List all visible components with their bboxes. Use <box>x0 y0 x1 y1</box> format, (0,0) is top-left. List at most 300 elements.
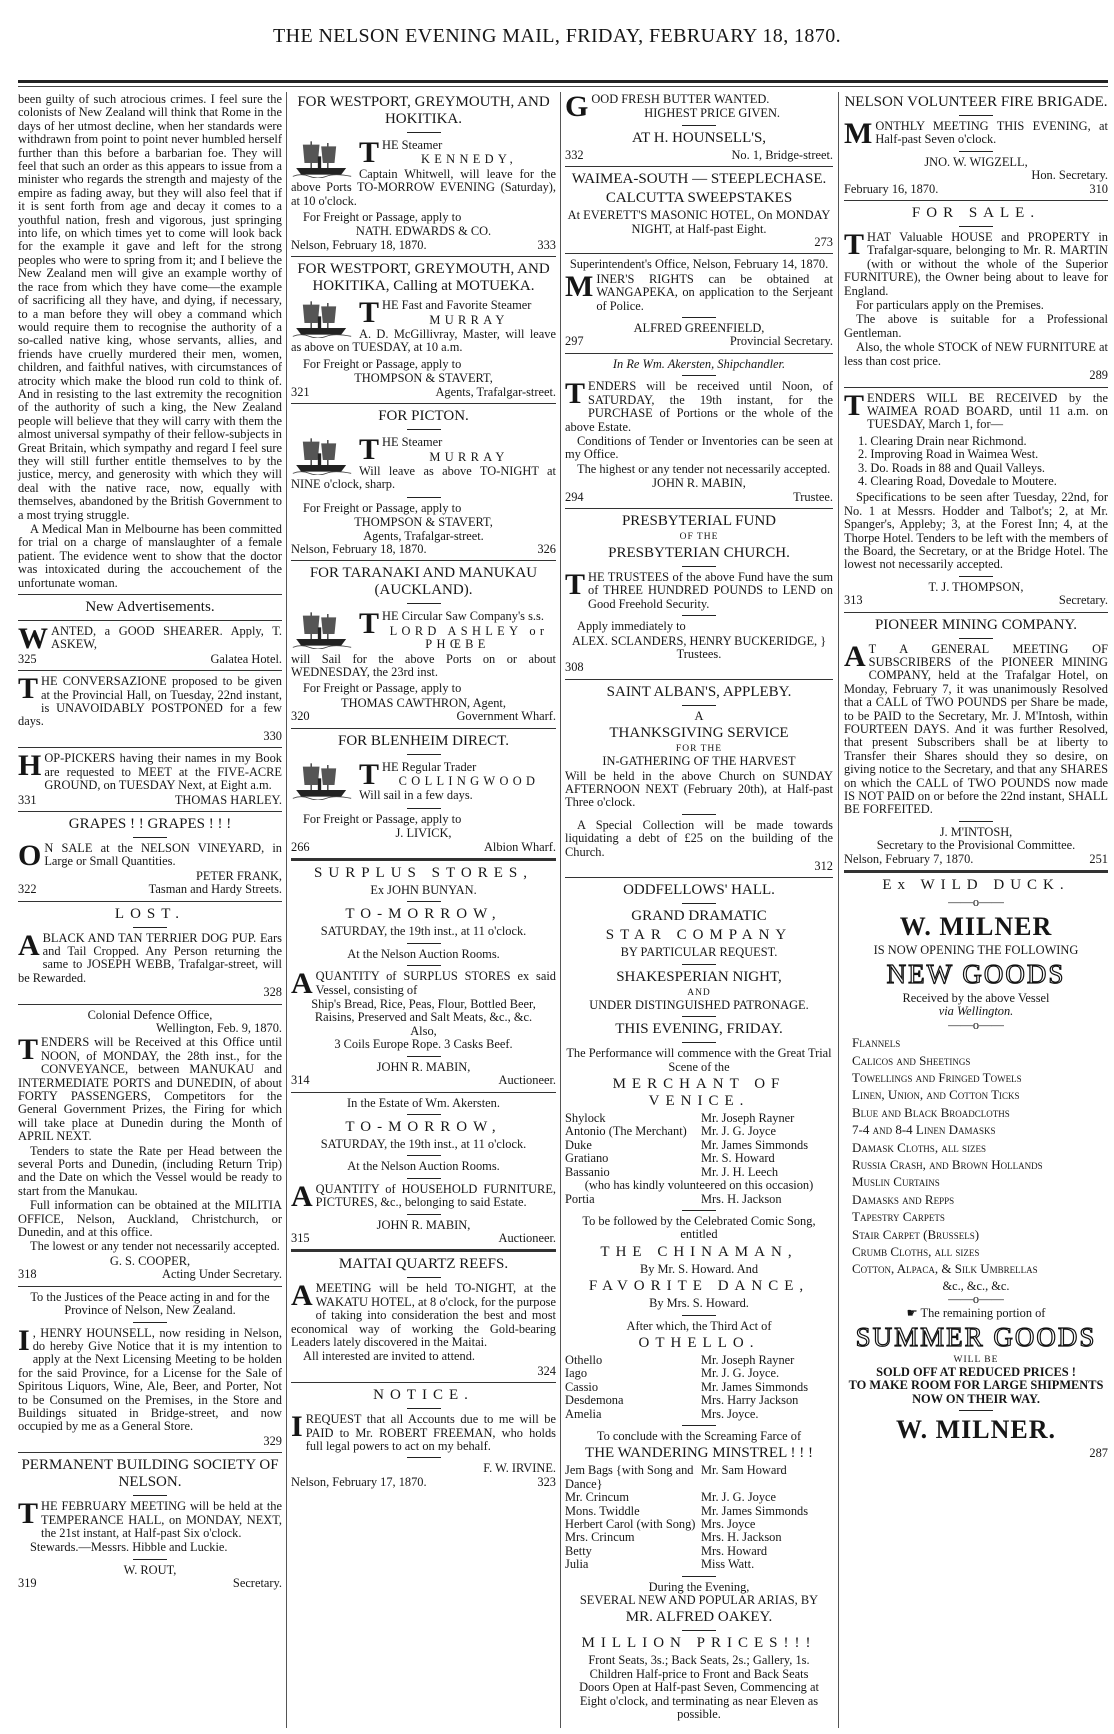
heading: FOR PICTON. <box>378 408 469 425</box>
centered-line: THOMPSON & STAVERT, <box>354 371 493 386</box>
centered-line: At the Nelson Auction Rooms. <box>347 1159 500 1174</box>
paragraph <box>291 1279 556 1349</box>
signature: 328 <box>263 985 282 1000</box>
paragraph-text: ENDERS WILL BE RECEIVED by the WAIMEA ROAD BOARD, until 11 a.m. on TUESDAY, March 1, for— <box>867 390 1108 432</box>
short-rule <box>682 903 716 904</box>
signature: Auctioneer. <box>498 1230 556 1245</box>
centered-line: J. M'INTOSH, <box>939 824 1013 839</box>
centered-line: JOHN R. MABIN, <box>376 1217 471 1232</box>
signature: Provincial Secretary. <box>729 334 833 349</box>
heading: SAINT ALBAN'S, APPLEBY. <box>606 683 792 700</box>
centered-line: NATH. EDWARDS & CO. <box>355 224 492 239</box>
paragraph-text: been guilty of such atrocious crimes. I feel sure the colonists of New Zealand will think that Rome in the days of her utmost decline, when her standards were withdrawn from point to point never humbled herself further than this before a barbarian foe. They will feel that such an order as this appears to issue from a minister who regards the strength and majesty of the empire as fading away, but they will also feel that if it is sent forth from age and decay it comes to a youthful nation, fresh and vigorous, just springing into life, on which times yet to come will look back for the example it gave and left for the strong peoples who were to spring from it; and I believe the New Zealand men will give an example worthy of the race from which they have come—the example of sacrificing all they have, and dying, if necessary, to a man before they will obey a command which would require them to recognise the authority of a so-called native king, whose servants, allies, and friends have cruelly murdered their men, women, children, and faithful natives, with circumstances of atrocity which make the blood run cold to think of. And in resisting to the last extremity the recognition of the authority of such a king, the New Zealand people will believe that they will carry with them the almost universal sympathy of their fellow-subjects in Great Britain, which sympathy and regard I feel sure they will still further entitle themselves to by the justice, mercy, and generosity with which they will deal with the native race, now, equally with themselves, abandoned by the British Government to a most trying struggle. <box>18 92 282 522</box>
paragraph <box>291 358 556 371</box>
shipping-ad <box>291 297 556 356</box>
paragraph-text: MEETING will be held TO-NIGHT, at the WAKATU HOTEL, at 8 o'clock, for the purpose of taking into consideration the best and most economical way of working the Gold-bearing Leaders lately discovered in the Maitai. <box>291 1281 556 1349</box>
paragraph <box>844 228 1108 298</box>
column-2 <box>291 92 556 1489</box>
actor: Mr. James Simmonds <box>701 1137 809 1152</box>
short-rule <box>133 927 167 928</box>
list-item: 4. Clearing Road, Dovedale to Moutere. <box>858 473 1057 488</box>
paragraph-text: HE TRUSTEES of the above Fund have the sum of THREE HUNDRED POUNDS to LEND on Good Freehold Security. <box>588 569 833 611</box>
signature: Tasman and Hardy Streets. <box>148 882 282 897</box>
section-divider <box>844 870 1108 873</box>
list-item: 7-4 and 8-4 Linen Damasks <box>852 1122 996 1138</box>
paragraph <box>844 491 1108 571</box>
paragraph <box>844 388 1108 432</box>
drop-cap: T <box>359 297 380 330</box>
paragraph <box>18 928 282 986</box>
paragraph-text: A Medical Man in Melbourne has been committed for trial on a charge of manslaughter of a female patient. The evidence went to show that the doctor was intoxicated during the accouchement of the unfortunate woman. <box>18 522 282 590</box>
signature: Wellington, Feb. 9, 1870. <box>156 1020 282 1035</box>
ad-number: 332 <box>565 147 584 162</box>
centered-line: In the Estate of Wm. Akersten. <box>347 1095 500 1110</box>
paragraph-text: Also, the whole STOCK of NEW FURNITURE at less than cost price. <box>844 340 1108 368</box>
signature-line <box>18 1435 282 1448</box>
paragraph <box>565 435 833 462</box>
ad-number: 315 <box>291 1230 310 1245</box>
paragraph-text: ONTHLY MEETING THIS EVENING, at Half-past Seven o'clock. <box>875 119 1108 147</box>
centered-line: ——o—— <box>948 895 1004 910</box>
cast-row <box>565 1166 833 1179</box>
centered-line: A <box>694 708 704 723</box>
display-heading: W. MILNER. <box>895 1415 1056 1445</box>
centered-line: To be followed by the Celebrated Comic Song, entitled <box>582 1213 816 1242</box>
signature: 330 <box>263 728 282 743</box>
role: Gratiano <box>565 1151 609 1166</box>
centered-line: J. LIVICK, <box>395 826 452 841</box>
ad-number: Nelson, February 18, 1870. <box>291 237 427 252</box>
drop-cap: T <box>844 228 865 262</box>
paragraph <box>18 523 282 590</box>
paragraph-text: The above is suitable for a Professional Gentleman. <box>844 312 1108 340</box>
signature-line <box>844 1447 1108 1460</box>
heading: MAITAI QUARTZ REEFS. <box>338 1256 509 1273</box>
small-caps-line: AND <box>687 987 711 998</box>
list-item: 3. Do. Roads in 88 and Quail Valleys. <box>858 460 1045 475</box>
heading: MR. ALFRED OAKEY. <box>625 1609 773 1626</box>
paragraph <box>844 639 1108 817</box>
heading: GRAPES ! ! GRAPES ! ! ! <box>68 815 232 832</box>
paragraph <box>844 299 1108 312</box>
centered-line: Children Half-price to Front and Back Seats <box>589 1666 809 1681</box>
actor: Mr. J. G. Joyce <box>701 1490 777 1505</box>
section-divider <box>844 612 1108 613</box>
paragraph <box>291 1179 556 1213</box>
shipping-ad <box>291 608 556 680</box>
paragraph-text: HAT Valuable HOUSE and PROPERTY in Trafalgar-square, belonging to Mr. R. MARTIN (with or without the whole of the Superior FURNITURE), the Owner being about to leave for England. <box>844 230 1108 298</box>
paragraph <box>844 341 1108 368</box>
short-rule <box>682 615 716 616</box>
role: Mrs. Crincum <box>565 1530 635 1545</box>
heading: FOR BLENHEIM DIRECT. <box>338 732 509 749</box>
drop-cap: T <box>18 672 39 706</box>
section-divider <box>18 594 282 595</box>
steamship-icon <box>291 298 353 338</box>
role: Mr. Crincum <box>565 1490 630 1505</box>
heading: CALCUTTA SWEEPSTAKES <box>605 190 793 207</box>
short-rule <box>133 1322 167 1323</box>
centered-line: At the Nelson Auction Rooms. <box>347 946 500 961</box>
ad-number: 320 <box>291 709 310 724</box>
section-divider <box>18 1452 282 1453</box>
signature-line <box>565 491 833 504</box>
shipping-ad <box>291 759 556 804</box>
centered-line: IS NOW OPENING THE FOLLOWING <box>873 942 1079 957</box>
short-rule <box>682 1016 716 1017</box>
centered-line: SATURDAY, the 19th inst., at 11 o'clock. <box>320 924 527 939</box>
paragraph <box>565 620 833 633</box>
centered-line: SATURDAY, the 19th inst., at 11 o'clock. <box>320 1136 527 1151</box>
centered-line: T. J. THOMPSON, <box>928 579 1024 594</box>
paragraph-text: INER'S RIGHTS can be obtained at WANGAPEKA, on application to the Serjeant of Police. <box>596 271 833 313</box>
paragraph-text: For particulars apply on the Premises. <box>856 298 1044 313</box>
centered-line: IN-GATHERING OF THE HARVEST <box>602 754 796 769</box>
cast-list <box>565 1193 833 1206</box>
signature: Hon. Secretary. <box>1031 168 1108 183</box>
masthead-rule <box>18 80 1108 83</box>
drop-cap: A <box>291 967 313 1001</box>
centered-line: &c., &c., &c. <box>942 1278 1010 1293</box>
ship-details: Will sail in a few days. <box>359 788 473 803</box>
centered-line: ALEX. SCLANDERS, HENRY BUCKERIDGE, } Trustees. <box>571 633 827 661</box>
ad-number: 319 <box>18 1576 37 1591</box>
shipping-ad <box>291 434 556 493</box>
centered-line: To the Justices of the Peace acting in and for the Province of Nelson, New Zealand. <box>30 1289 270 1318</box>
short-rule <box>682 1630 716 1631</box>
heading: STAR COMPANY <box>605 927 793 944</box>
heading: PERMANENT BUILDING SOCIETY OF NELSON. <box>21 1457 279 1491</box>
signature: F. W. IRVINE. <box>483 1461 556 1476</box>
section-divider <box>291 1382 556 1383</box>
cast-row <box>565 1394 833 1407</box>
paragraph-text: N SALE at the NELSON VINEYARD, in Large or Small Quantities. <box>44 840 282 869</box>
section-divider <box>565 877 833 878</box>
signature-line <box>565 236 833 249</box>
heading: LOST. <box>114 905 186 922</box>
section-divider <box>291 728 556 729</box>
paragraph-text: For Freight or Passage, apply to <box>303 681 462 696</box>
paragraph <box>18 838 282 872</box>
ship-details: will Sail for the above Ports on or about WEDNESDAY, the 23rd inst. <box>291 651 556 679</box>
heading: SHAKESPERIAN NIGHT, <box>616 968 782 985</box>
cast-row <box>565 1152 833 1165</box>
drop-cap: M <box>844 117 873 150</box>
paragraph-text: For Freight or Passage, apply to <box>303 811 462 826</box>
paragraph <box>291 211 556 224</box>
section-divider <box>18 811 282 812</box>
paragraph-text: REQUEST that all Accounts due to me will be PAID to Mr. ROBERT FREEMAN, who holds full legal powers to act on my behalf. <box>305 1412 556 1453</box>
signature-line <box>844 169 1108 182</box>
paragraph-text: OP-PICKERS having their names in my Book are requested to MEET at the FIVE-ACRE GROUND, on TUESDAY Next, at Eight a.m. <box>44 751 282 793</box>
centered-line: Ex JOHN BUNYAN. <box>370 883 477 898</box>
short-rule <box>959 115 993 116</box>
signature-line <box>291 1074 556 1087</box>
cast-list <box>565 1464 833 1571</box>
short-rule <box>133 1559 167 1560</box>
section-divider <box>291 1092 556 1093</box>
small-caps-line: FOR THE <box>675 744 723 755</box>
centered-line: SOLD OFF AT REDUCED PRICES ! <box>876 1365 1076 1380</box>
paragraph <box>18 1497 282 1540</box>
signature-line <box>565 860 833 873</box>
drop-cap: H <box>18 749 42 783</box>
paragraph-text: ENDERS will be received until Noon, of SATURDAY, the 19th instant, for the PURCHASE of Portions or the whole of the above Estate. <box>565 379 833 434</box>
heading: WAIMEA-SOUTH — STEEPLECHASE. <box>571 171 827 188</box>
paragraph-text: All interested are invited to attend. <box>303 1349 476 1364</box>
ad-number: 321 <box>291 384 310 399</box>
paragraph <box>565 567 833 611</box>
cast-row <box>565 1139 833 1152</box>
paragraph <box>18 749 282 793</box>
heading: AT H. HOUNSELL'S, <box>631 129 767 146</box>
paragraph-text: T A GENERAL MEETING OF SUBSCRIBERS of the PIONEER MINING COMPANY, held at the Trafalgar Hotel, on Monday, February 7, it was unanimously Resolved that a CALL of TWO POUNDS per Share be made, to be PAID to the Secretary, Mr. J. M'Intosh, within FOURTEEN DAYS. And it was further Resolved, that present Subscribers shall be at liberty to Transfer their Shares should they so desire, on giving notice to the Secretary, and that any SHARES on which the CALL of TWO POUNDS now made IS NOT PAID on or before the 22nd instant, SHALL BE FORFEITED. <box>844 641 1108 817</box>
short-rule <box>682 964 716 965</box>
ad-number: Nelson, February 18, 1870. <box>291 541 427 556</box>
centered-line: ——o—— <box>948 1017 1004 1032</box>
centered-line: The Performance will commence with the Great Trial Scene of the <box>566 1046 832 1074</box>
centered-line: Agents, Trafalgar-street. <box>363 528 484 543</box>
cast-row <box>565 1354 833 1367</box>
list-item: Blue and Black Broadcloths <box>852 1104 1010 1120</box>
section-divider <box>18 620 282 621</box>
short-rule <box>682 375 716 376</box>
cast-row <box>565 1505 833 1518</box>
drop-cap: T <box>18 1033 39 1067</box>
short-rule <box>682 1210 716 1211</box>
list-item: Muslin Curtains <box>852 1174 940 1190</box>
ad-number: 331 <box>18 792 37 807</box>
ship-name: MURRAY <box>429 449 509 464</box>
cast-row <box>565 1125 833 1138</box>
masthead-rule-thin <box>18 86 1108 87</box>
short-rule <box>959 226 993 227</box>
ad-number: Nelson, February 7, 1870. <box>844 851 974 866</box>
actor: Mr. J. G. Joyce <box>701 1124 777 1139</box>
actor: Mrs. Joyce. <box>701 1406 759 1421</box>
drop-cap: O <box>18 838 42 872</box>
cast-row <box>565 1193 833 1206</box>
centered-line: JOHN R. MABIN, <box>652 476 746 491</box>
role: Amelia <box>565 1406 602 1421</box>
heading: NELSON VOLUNTEER FIRE BRIGADE. <box>844 94 1108 110</box>
signature-line <box>844 853 1108 866</box>
paragraph <box>565 463 833 476</box>
actor: Mrs. Harry Jackson <box>701 1393 799 1408</box>
signature-line <box>291 1476 556 1489</box>
signature-line <box>18 1022 282 1035</box>
actor: Mr. Sam Howard <box>701 1463 787 1478</box>
heading: FOR WESTPORT, GREYMOUTH, AND HOKITIKA. <box>297 94 550 127</box>
ad-number: 322 <box>18 882 37 897</box>
heading: TO-MORROW, <box>345 1118 502 1135</box>
ship-intro-text: HE Steamer <box>382 138 443 152</box>
centered-line: Secretary to the Provisional Committee. <box>876 838 1076 853</box>
heading: PRESBYTERIAL FUND <box>621 512 777 529</box>
section-divider <box>565 166 833 167</box>
list-item: Stair Carpet (Brussels) <box>852 1226 980 1242</box>
drop-cap: A <box>18 928 40 962</box>
ad-number: 325 <box>18 651 37 666</box>
section-divider <box>18 1004 282 1005</box>
section-divider <box>844 387 1108 388</box>
short-rule <box>682 317 716 318</box>
role: Shylock <box>565 1111 606 1126</box>
paragraph-text: BLACK AND TAN TERRIER DOG PUP. Ears and Tail Cropped. Any Person returning the same to JOSEPH WEBB, Trafalgar-street, will be Rewarded. <box>18 930 282 985</box>
centered-line: JNO. W. WIGZELL, <box>924 154 1028 169</box>
paragraph-text: ANTED, a GOOD SHEARER. Apply, T. ASKEW, <box>51 624 282 652</box>
paragraph <box>291 682 556 695</box>
signature: 287 <box>1089 1446 1108 1461</box>
centered-line: To conclude with the Screaming Farce of <box>596 1428 802 1443</box>
centered-line: W. ROUT, <box>123 1562 177 1577</box>
paragraph-text: The highest or any tender not necessarily accepted. <box>577 461 831 476</box>
list-item: Russia Crash, and Brown Hollands <box>852 1156 1043 1172</box>
centered-line: JOHN R. MABIN, <box>376 1059 471 1074</box>
signature-line <box>565 149 833 162</box>
signature-line <box>291 1232 556 1245</box>
centered-line: Ship's Bread, Rice, Peas, Flour, Bottled Beer, Raisins, Preserved and Salt Meats, &c., &c. <box>311 997 536 1025</box>
heading: New Advertisements. <box>85 599 215 616</box>
cast-row <box>565 1367 833 1380</box>
cast-row <box>565 1518 833 1531</box>
heading: THE CHINAMAN, <box>600 1243 798 1260</box>
list-item: Cotton, Alpaca, & Silk Umbrellas <box>852 1261 1038 1277</box>
paragraph-text: For Freight or Passage, apply to <box>303 356 462 371</box>
short-rule <box>959 821 993 822</box>
section-divider <box>291 1249 556 1252</box>
section-divider <box>565 679 833 680</box>
short-rule <box>682 566 716 567</box>
signature-line <box>844 594 1108 607</box>
paragraph <box>18 1541 282 1554</box>
centered-line: SEVERAL NEW AND POPULAR ARIAS, BY <box>579 1593 819 1608</box>
signature-line <box>565 335 833 348</box>
drop-cap: T <box>359 758 380 791</box>
centered-line: Doors Open at Half-past Seven, Commencing at Eight o'clock, and terminating as near Eleven as possible. <box>579 1680 819 1722</box>
centered-line: Also, <box>410 1023 437 1038</box>
steamship-icon <box>291 138 353 178</box>
cast-row <box>565 1381 833 1394</box>
signature: No. 1, Bridge-street. <box>731 147 833 162</box>
list-item: Tapestry Carpets <box>852 1209 945 1225</box>
column-3 <box>565 92 833 1721</box>
ad-number: 266 <box>291 839 310 854</box>
paragraph <box>18 672 282 729</box>
masthead: THE NELSON EVENING MAIL, FRIDAY, FEBRUARY 18, 1870. <box>272 25 842 47</box>
actor: Mr. Joseph Rayner <box>701 1111 795 1126</box>
section-divider <box>291 560 556 561</box>
ship-intro-text: HE Regular Trader <box>382 759 477 774</box>
section-divider <box>18 1286 282 1287</box>
section-divider <box>291 256 556 257</box>
signature: 273 <box>814 235 833 250</box>
actor: Miss Watt. <box>701 1557 755 1572</box>
signature: 310 <box>1089 181 1108 196</box>
signature: 329 <box>263 1433 282 1448</box>
steamship-icon <box>291 609 353 649</box>
centered-line: By Mrs. S. Howard. <box>649 1296 749 1311</box>
paragraph-text: Stewards.—Messrs. Hibble and Luckie. <box>30 1540 228 1555</box>
ad-number: 297 <box>565 334 584 349</box>
heading: Ex WILD DUCK. <box>882 877 1070 894</box>
section-divider <box>844 200 1108 201</box>
ad-number: 308 <box>565 660 584 675</box>
drop-cap: T <box>844 388 865 422</box>
section-divider <box>291 858 556 861</box>
paragraph <box>291 1350 556 1363</box>
ad-number: Nelson, February 17, 1870. <box>291 1474 427 1489</box>
signature-line <box>18 730 282 743</box>
signature: Secretary. <box>1058 593 1108 608</box>
paragraph <box>18 622 282 656</box>
centered-line: Superintendent's Office, Nelson, February 14, 1870. <box>569 257 829 272</box>
ship-intro-text: HE Circular Saw Company's s.s. <box>382 609 544 624</box>
centered-line: During the Evening, <box>648 1579 750 1594</box>
section-divider <box>18 747 282 748</box>
centered-line: 3 Coils Europe Rope. 3 Casks Beef. <box>334 1037 513 1052</box>
signature-line <box>18 870 282 883</box>
ship-intro-text: HE Steamer <box>382 435 443 450</box>
centered-line: By Mr. S. Howard. And <box>639 1261 759 1276</box>
section-divider <box>565 353 833 354</box>
role: Bassanio <box>565 1164 610 1179</box>
signature: 312 <box>814 859 833 874</box>
centered-line: ALFRED GREENFIELD, <box>633 321 765 336</box>
drop-cap: T <box>359 608 380 641</box>
role: Othello <box>565 1352 603 1367</box>
actor: Mrs. H. Jackson <box>701 1530 782 1545</box>
signature-line <box>291 543 556 556</box>
ship-name: MURRAY <box>429 312 509 327</box>
short-rule <box>407 808 441 809</box>
heading: OTHELLO. <box>638 1334 760 1351</box>
centered-line: Received by the above Vessel <box>902 990 1050 1005</box>
short-rule <box>407 1178 441 1179</box>
short-rule <box>133 837 167 838</box>
heading: THE WANDERING MINSTREL ! ! ! <box>585 1445 813 1462</box>
cast-row <box>565 1491 833 1504</box>
drop-cap: M <box>565 269 594 303</box>
paragraph <box>18 93 282 522</box>
signature-line <box>18 883 282 896</box>
cast-row <box>565 1112 833 1125</box>
signature: 326 <box>537 541 556 556</box>
signature: Agents, Trafalgar-street. <box>435 384 556 399</box>
section-divider <box>18 901 282 902</box>
centered-line: In Re Wm. Akersten, Shipchandler. <box>612 356 786 371</box>
short-rule <box>682 125 716 126</box>
signature: Albion Wharf. <box>483 839 556 854</box>
ad-number: 314 <box>291 1073 310 1088</box>
paragraph-text: Will be held in the above Church on SUNDAY AFTERNOON NEXT (February 20th), at Half-past Three o'clock. <box>565 768 833 810</box>
paragraph <box>18 1323 282 1434</box>
signature-line <box>291 1462 556 1475</box>
ship-name: COLLINGWOOD <box>398 774 540 788</box>
paragraph-text: A Special Collection will be made towards liquidating a debt of £25 on the building of the Church. <box>565 817 833 859</box>
paragraph <box>291 1410 556 1453</box>
short-rule <box>407 1114 441 1115</box>
heading: FOR SALE. <box>911 205 1041 222</box>
paragraph-text: Specifications to be seen after Tuesday, 22nd, for No. 1 at Messrs. Hodder and Talbot's; 2, at Mr. Spanger's, Appleby; 3, at the Forest Inn; 4, at the Thorpe Hotel. Tenders to be left with the members of the Board, the Secretary, or at the Bridge Hotel. The lowest not necessarily accepted. <box>844 490 1108 572</box>
drop-cap: I <box>291 1410 303 1444</box>
ad-number: 313 <box>844 593 863 608</box>
centered-line: After which, the Third Act of <box>626 1318 772 1333</box>
drop-cap: A <box>844 639 866 673</box>
steamship-icon <box>291 760 353 800</box>
short-rule <box>407 901 441 902</box>
role: Duke <box>565 1137 592 1152</box>
